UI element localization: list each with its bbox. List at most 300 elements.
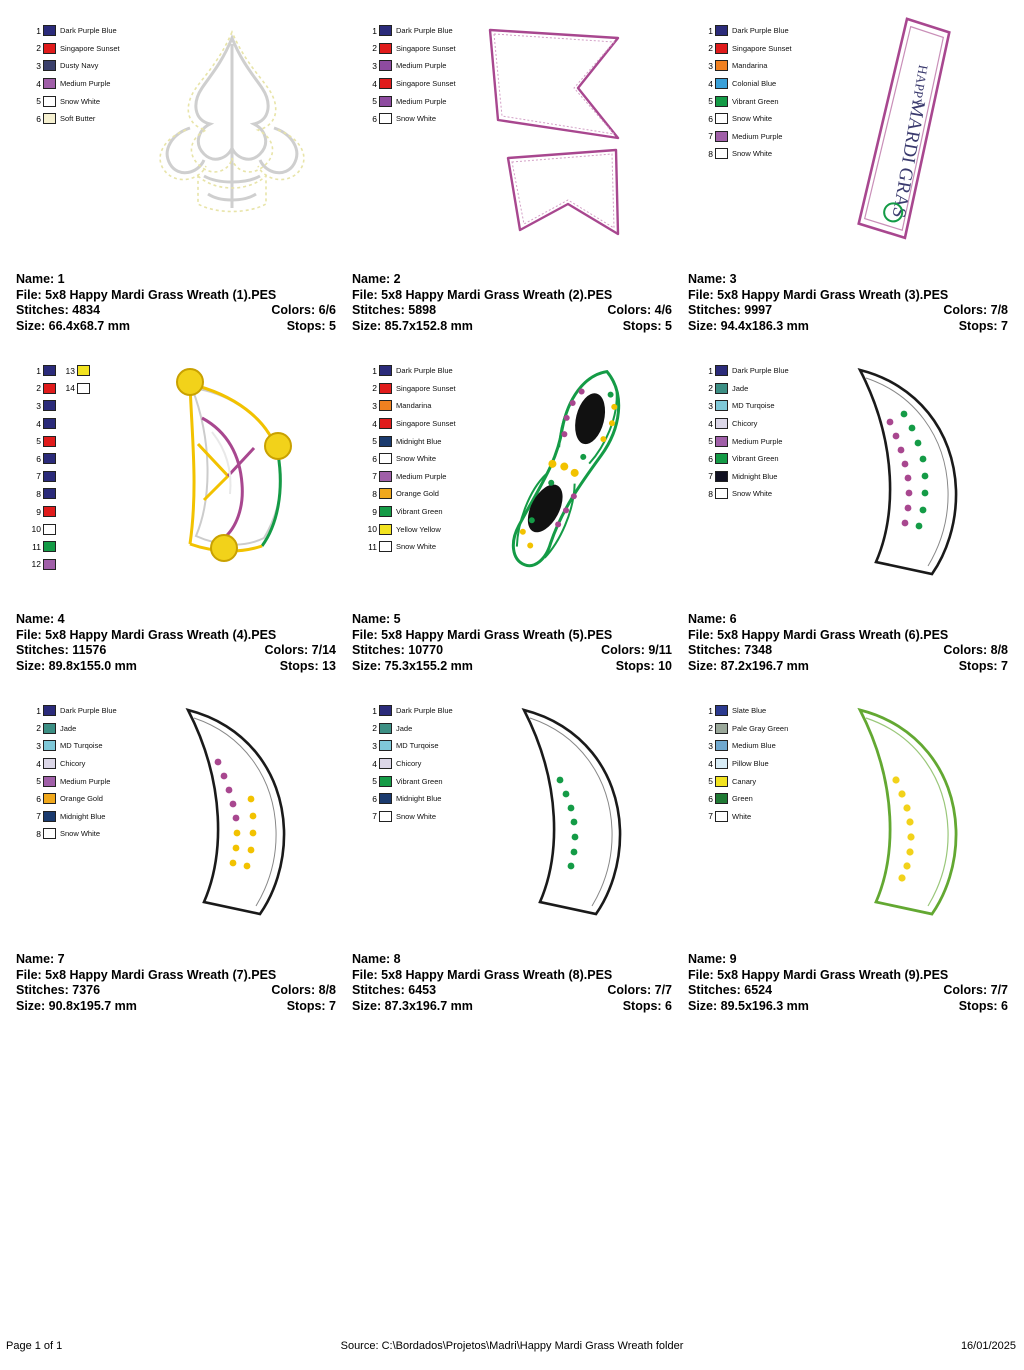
design-name: Name: 6 xyxy=(688,612,737,626)
legend-label: Singapore Sunset xyxy=(396,79,456,89)
legend-label: Medium Purple xyxy=(396,96,447,106)
legend-index: 7 xyxy=(708,471,713,482)
list-item xyxy=(28,415,56,433)
design-art-area xyxy=(352,8,672,248)
color-swatch xyxy=(379,43,392,54)
color-swatch xyxy=(43,43,56,54)
color-swatch xyxy=(715,148,728,159)
legend-index: 4 xyxy=(372,418,377,429)
legend-index: 3 xyxy=(372,740,377,751)
legend-index: 6 xyxy=(36,793,41,804)
color-swatch xyxy=(379,723,392,734)
design-preview-fleur-de-lis xyxy=(132,8,332,248)
design-stitches: Stitches: 5898 xyxy=(352,303,437,317)
design-info xyxy=(16,612,336,674)
legend-label: MD Turqoise xyxy=(60,741,103,751)
design-name: Name: 4 xyxy=(16,612,65,626)
design-art-area xyxy=(16,8,336,248)
legend-label: Colonial Blue xyxy=(732,79,777,89)
legend-index: 1 xyxy=(708,25,713,36)
design-size: Size: 75.3x155.2 mm xyxy=(352,658,473,673)
design-preview-banner-text xyxy=(804,8,1004,248)
color-swatch xyxy=(379,365,392,376)
design-colors: Colors: 7/14 xyxy=(264,643,336,657)
legend-label: Snow White xyxy=(732,114,773,124)
color-swatch xyxy=(77,383,90,394)
design-stops: Stops: 10 xyxy=(615,658,672,673)
color-swatch xyxy=(43,436,56,447)
legend-label: MD Turqoise xyxy=(396,741,439,751)
design-art-area xyxy=(688,688,1008,928)
legend-label: Vibrant Green xyxy=(396,776,443,786)
legend-label: Midnight Blue xyxy=(396,436,442,446)
legend-index: 1 xyxy=(372,365,377,376)
list-item xyxy=(28,362,56,380)
color-swatch xyxy=(43,541,56,552)
color-swatch xyxy=(379,776,392,787)
color-swatch xyxy=(379,418,392,429)
color-swatch xyxy=(715,705,728,716)
design-stops: Stops: 7 xyxy=(958,318,1008,333)
design-stops: Stops: 6 xyxy=(622,998,672,1013)
legend-index: 1 xyxy=(708,705,713,716)
design-info xyxy=(688,952,1008,1014)
legend-index: 3 xyxy=(708,400,713,411)
legend-index: 1 xyxy=(36,365,41,376)
color-swatch xyxy=(43,506,56,517)
legend-index: 2 xyxy=(36,383,41,394)
legend-label: Medium Purple xyxy=(60,79,111,89)
legend-index: 6 xyxy=(708,113,713,124)
design-stitches: Stitches: 6453 xyxy=(352,983,437,997)
design-stops: Stops: 7 xyxy=(958,658,1008,673)
color-swatch xyxy=(43,25,56,36)
legend-index: 10 xyxy=(367,524,377,535)
legend-index: 8 xyxy=(36,828,41,839)
legend-index: 2 xyxy=(372,43,377,54)
legend-index: 2 xyxy=(36,43,41,54)
color-swatch xyxy=(379,488,392,499)
legend-index: 4 xyxy=(708,758,713,769)
color-swatch xyxy=(379,740,392,751)
design-size: Size: 85.7x152.8 mm xyxy=(352,318,473,333)
legend-label: Vibrant Green xyxy=(732,454,779,464)
color-swatch xyxy=(43,776,56,787)
legend-index: 2 xyxy=(708,383,713,394)
color-swatch xyxy=(715,60,728,71)
design-card xyxy=(680,8,1016,348)
color-swatch xyxy=(715,811,728,822)
legend-label: Dark Purple Blue xyxy=(60,26,117,36)
legend-label: Jade xyxy=(732,383,749,393)
color-swatch xyxy=(43,60,56,71)
list-item xyxy=(28,450,56,468)
color-swatch xyxy=(43,418,56,429)
legend-label: Mandarina xyxy=(732,61,768,71)
legend-label: Orange Gold xyxy=(60,794,103,804)
design-art-area xyxy=(352,348,672,588)
design-art-area xyxy=(688,348,1008,588)
legend-index: 7 xyxy=(36,811,41,822)
design-colors: Colors: 7/7 xyxy=(943,983,1008,997)
design-file: File: 5x8 Happy Mardi Grass Wreath (7).PES xyxy=(16,967,277,982)
legend-index: 7 xyxy=(372,471,377,482)
legend-index: 10 xyxy=(31,524,41,535)
design-size: Size: 94.4x186.3 mm xyxy=(688,318,809,333)
legend-index: 5 xyxy=(36,436,41,447)
design-stops: Stops: 13 xyxy=(279,658,336,673)
legend-index: 1 xyxy=(372,705,377,716)
legend-label: Medium Purple xyxy=(396,61,447,71)
design-file: File: 5x8 Happy Mardi Grass Wreath (6).PES xyxy=(688,627,949,642)
design-file: File: 5x8 Happy Mardi Grass Wreath (3).PES xyxy=(688,287,949,302)
design-stitches: Stitches: 6524 xyxy=(688,983,773,997)
legend-label: Singapore Sunset xyxy=(396,43,456,53)
color-swatch xyxy=(43,365,56,376)
legend-index: 8 xyxy=(36,488,41,499)
legend-index: 7 xyxy=(708,131,713,142)
design-colors: Colors: 8/8 xyxy=(943,643,1008,657)
design-preview-mask xyxy=(468,348,668,588)
legend-label: Snow White xyxy=(60,96,101,106)
design-art-area xyxy=(688,8,1008,248)
design-colors: Colors: 4/6 xyxy=(607,303,672,317)
design-name: Name: 3 xyxy=(688,272,737,286)
legend-index: 3 xyxy=(372,400,377,411)
legend-index: 5 xyxy=(36,776,41,787)
color-swatch xyxy=(715,418,728,429)
design-file: File: 5x8 Happy Mardi Grass Wreath (8).PES xyxy=(352,967,613,982)
legend-index: 5 xyxy=(36,96,41,107)
legend-index: 11 xyxy=(32,541,41,552)
design-preview-banner-flags xyxy=(468,8,668,248)
design-file: File: 5x8 Happy Mardi Grass Wreath (9).PES xyxy=(688,967,949,982)
design-stops: Stops: 6 xyxy=(958,998,1008,1013)
color-swatch xyxy=(715,365,728,376)
legend-label: Soft Butter xyxy=(60,114,96,124)
color-swatch xyxy=(715,96,728,107)
legend-label: Vibrant Green xyxy=(732,96,779,106)
color-swatch xyxy=(43,96,56,107)
design-name: Name: 7 xyxy=(16,952,65,966)
design-info xyxy=(352,612,672,674)
design-name: Name: 8 xyxy=(352,952,401,966)
color-swatch xyxy=(43,488,56,499)
list-item xyxy=(62,362,90,380)
legend-index: 3 xyxy=(36,400,41,411)
svg-text:HAPPY: HAPPY xyxy=(908,63,932,109)
legend-label: Pale Gray Green xyxy=(732,723,789,733)
legend-index: 1 xyxy=(36,705,41,716)
legend-index: 3 xyxy=(708,60,713,71)
color-swatch xyxy=(715,113,728,124)
design-name: Name: 2 xyxy=(352,272,401,286)
color-swatch xyxy=(715,471,728,482)
color-swatch xyxy=(715,793,728,804)
legend-label: Chicory xyxy=(396,759,422,769)
color-swatch xyxy=(43,400,56,411)
legend-index: 2 xyxy=(372,383,377,394)
design-card xyxy=(680,348,1016,688)
design-name: Name: 1 xyxy=(16,272,65,286)
color-swatch xyxy=(379,793,392,804)
legend-index: 11 xyxy=(368,541,377,552)
legend-label: Medium Purple xyxy=(60,776,111,786)
legend-label: Orange Gold xyxy=(396,489,439,499)
design-preview-cupcake-wrapper xyxy=(804,348,1004,588)
design-preview-cupcake-wrapper xyxy=(132,688,332,928)
design-file: File: 5x8 Happy Mardi Grass Wreath (1).PES xyxy=(16,287,277,302)
legend-label: MD Turqoise xyxy=(732,401,775,411)
color-swatch xyxy=(379,705,392,716)
list-item xyxy=(28,432,56,450)
color-swatch xyxy=(379,113,392,124)
color-swatch xyxy=(379,453,392,464)
design-file: File: 5x8 Happy Mardi Grass Wreath (4).PES xyxy=(16,627,277,642)
design-info xyxy=(16,272,336,334)
legend-label: Snow White xyxy=(396,454,437,464)
legend-label: Canary xyxy=(732,776,757,786)
legend-label: Green xyxy=(732,794,753,804)
legend-label: Dark Purple Blue xyxy=(732,26,789,36)
design-stops: Stops: 7 xyxy=(286,998,336,1013)
legend-index: 4 xyxy=(708,78,713,89)
list-item xyxy=(62,380,90,398)
legend-index: 2 xyxy=(708,723,713,734)
legend-label: Dark Purple Blue xyxy=(396,706,453,716)
design-name: Name: 5 xyxy=(352,612,401,626)
color-swatch xyxy=(379,96,392,107)
legend-label: Snow White xyxy=(732,149,773,159)
list-item xyxy=(28,397,56,415)
color-swatch xyxy=(43,524,56,535)
legend-label: Medium Purple xyxy=(396,471,447,481)
design-card xyxy=(8,348,344,688)
design-size: Size: 89.5x196.3 mm xyxy=(688,998,809,1013)
legend-label: Dark Purple Blue xyxy=(396,26,453,36)
legend-index: 8 xyxy=(708,148,713,159)
legend-index: 2 xyxy=(372,723,377,734)
legend-label: Dark Purple Blue xyxy=(732,366,789,376)
design-grid xyxy=(8,8,1016,1028)
design-preview-cupcake-wrapper xyxy=(468,688,668,928)
design-art-area xyxy=(352,688,672,928)
design-size: Size: 90.8x195.7 mm xyxy=(16,998,137,1013)
color-swatch xyxy=(43,740,56,751)
legend-index: 5 xyxy=(372,96,377,107)
page-number: Page 1 of 1 xyxy=(6,1340,63,1352)
list-item xyxy=(28,380,56,398)
legend-label: Midnight Blue xyxy=(60,811,106,821)
legend-index: 5 xyxy=(372,776,377,787)
list-item xyxy=(28,485,56,503)
legend-index: 4 xyxy=(372,758,377,769)
legend-index: 4 xyxy=(708,418,713,429)
legend-index: 4 xyxy=(36,758,41,769)
legend-index: 3 xyxy=(36,740,41,751)
legend-index: 6 xyxy=(372,453,377,464)
color-swatch xyxy=(43,758,56,769)
legend-label: Snow White xyxy=(60,829,101,839)
color-swatch xyxy=(379,524,392,535)
color-swatch xyxy=(379,436,392,447)
color-swatch xyxy=(43,471,56,482)
design-info xyxy=(352,272,672,334)
legend-label: Medium Purple xyxy=(732,131,783,141)
design-name: Name: 9 xyxy=(688,952,737,966)
legend-label: Mandarina xyxy=(396,401,432,411)
design-stops: Stops: 5 xyxy=(622,318,672,333)
color-swatch xyxy=(379,811,392,822)
design-info xyxy=(352,952,672,1014)
color-swatch xyxy=(379,78,392,89)
svg-text:MARDI GRAS: MARDI GRAS xyxy=(887,98,929,220)
legend-label: Chicory xyxy=(732,419,758,429)
design-size: Size: 87.2x196.7 mm xyxy=(688,658,809,673)
legend-label: Singapore Sunset xyxy=(396,383,456,393)
legend-index: 5 xyxy=(708,436,713,447)
legend-label: Medium Purple xyxy=(732,436,783,446)
legend-label: Dark Purple Blue xyxy=(60,706,117,716)
design-colors: Colors: 7/7 xyxy=(607,983,672,997)
color-swatch xyxy=(43,559,56,570)
legend-label: Snow White xyxy=(396,542,437,552)
legend-index: 2 xyxy=(708,43,713,54)
legend-index: 12 xyxy=(31,559,41,570)
color-swatch xyxy=(379,541,392,552)
design-colors: Colors: 7/8 xyxy=(943,303,1008,317)
legend-index: 7 xyxy=(372,811,377,822)
color-swatch xyxy=(715,78,728,89)
design-stitches: Stitches: 7348 xyxy=(688,643,773,657)
color-swatch xyxy=(715,740,728,751)
legend-label: Midnight Blue xyxy=(396,794,442,804)
design-stitches: Stitches: 10770 xyxy=(352,643,444,657)
legend-label: Snow White xyxy=(396,114,437,124)
design-colors: Colors: 9/11 xyxy=(601,643,672,657)
legend-index: 3 xyxy=(708,740,713,751)
color-swatch xyxy=(379,60,392,71)
legend-index: 1 xyxy=(372,25,377,36)
color-swatch xyxy=(715,43,728,54)
color-swatch xyxy=(43,705,56,716)
legend-index: 14 xyxy=(65,383,75,394)
design-card xyxy=(344,688,680,1028)
legend-index: 4 xyxy=(36,418,41,429)
color-swatch xyxy=(43,811,56,822)
color-swatch xyxy=(715,131,728,142)
design-stitches: Stitches: 9997 xyxy=(688,303,773,317)
legend-label: Jade xyxy=(396,723,413,733)
design-art-area xyxy=(16,348,336,588)
color-swatch xyxy=(715,383,728,394)
legend-index: 6 xyxy=(36,453,41,464)
legend-label: Pillow Blue xyxy=(732,759,769,769)
legend-index: 7 xyxy=(36,471,41,482)
legend-index: 13 xyxy=(65,365,75,376)
list-item xyxy=(28,556,56,574)
legend-index: 1 xyxy=(708,365,713,376)
legend-label: Singapore Sunset xyxy=(396,419,456,429)
color-swatch xyxy=(43,828,56,839)
legend-label: Dark Purple Blue xyxy=(396,366,453,376)
legend-label: Snow White xyxy=(396,811,437,821)
color-swatch xyxy=(715,723,728,734)
color-swatch xyxy=(43,453,56,464)
list-item xyxy=(28,538,56,556)
design-info xyxy=(16,952,336,1014)
legend-label: Snow White xyxy=(732,489,773,499)
legend-index: 4 xyxy=(372,78,377,89)
design-preview-cupcake-wrapper xyxy=(804,688,1004,928)
design-stitches: Stitches: 7376 xyxy=(16,983,101,997)
legend-index: 2 xyxy=(36,723,41,734)
design-info xyxy=(688,612,1008,674)
design-info xyxy=(688,272,1008,334)
design-size: Size: 87.3x196.7 mm xyxy=(352,998,473,1013)
legend-index: 6 xyxy=(372,793,377,804)
legend-index: 1 xyxy=(36,25,41,36)
color-swatch xyxy=(379,471,392,482)
legend-label: Dusty Navy xyxy=(60,61,99,71)
design-colors: Colors: 6/6 xyxy=(271,303,336,317)
color-swatch xyxy=(379,383,392,394)
list-item xyxy=(28,520,56,538)
legend-label: Yellow Yellow xyxy=(396,524,441,534)
design-card xyxy=(344,348,680,688)
legend-index: 5 xyxy=(708,96,713,107)
color-swatch xyxy=(43,113,56,124)
design-file: File: 5x8 Happy Mardi Grass Wreath (5).PES xyxy=(352,627,613,642)
legend-index: 8 xyxy=(708,488,713,499)
color-swatch xyxy=(43,793,56,804)
legend-label: Vibrant Green xyxy=(396,507,443,517)
design-stitches: Stitches: 11576 xyxy=(16,643,107,657)
color-swatch xyxy=(43,78,56,89)
color-swatch xyxy=(715,453,728,464)
design-size: Size: 66.4x68.7 mm xyxy=(16,318,130,333)
design-art-area xyxy=(16,688,336,928)
design-card xyxy=(680,688,1016,1028)
color-swatch xyxy=(43,383,56,394)
design-card xyxy=(8,8,344,348)
design-stops: Stops: 5 xyxy=(286,318,336,333)
color-swatch xyxy=(715,436,728,447)
design-card xyxy=(344,8,680,348)
legend-index: 3 xyxy=(372,60,377,71)
color-swatch xyxy=(379,400,392,411)
legend-label: Singapore Sunset xyxy=(732,43,792,53)
legend-index: 6 xyxy=(36,113,41,124)
design-size: Size: 89.8x155.0 mm xyxy=(16,658,137,673)
design-card xyxy=(8,688,344,1028)
color-swatch xyxy=(379,506,392,517)
legend-index: 5 xyxy=(372,436,377,447)
color-swatch xyxy=(715,25,728,36)
legend-label: Chicory xyxy=(60,759,86,769)
color-swatch xyxy=(715,488,728,499)
legend-index: 6 xyxy=(708,453,713,464)
color-swatch xyxy=(77,365,90,376)
legend-index: 3 xyxy=(36,60,41,71)
color-swatch xyxy=(379,758,392,769)
legend-index: 6 xyxy=(708,793,713,804)
legend-index: 5 xyxy=(708,776,713,787)
list-item xyxy=(28,503,56,521)
page-footer xyxy=(0,1340,1024,1360)
color-swatch xyxy=(715,776,728,787)
legend-index: 8 xyxy=(372,488,377,499)
